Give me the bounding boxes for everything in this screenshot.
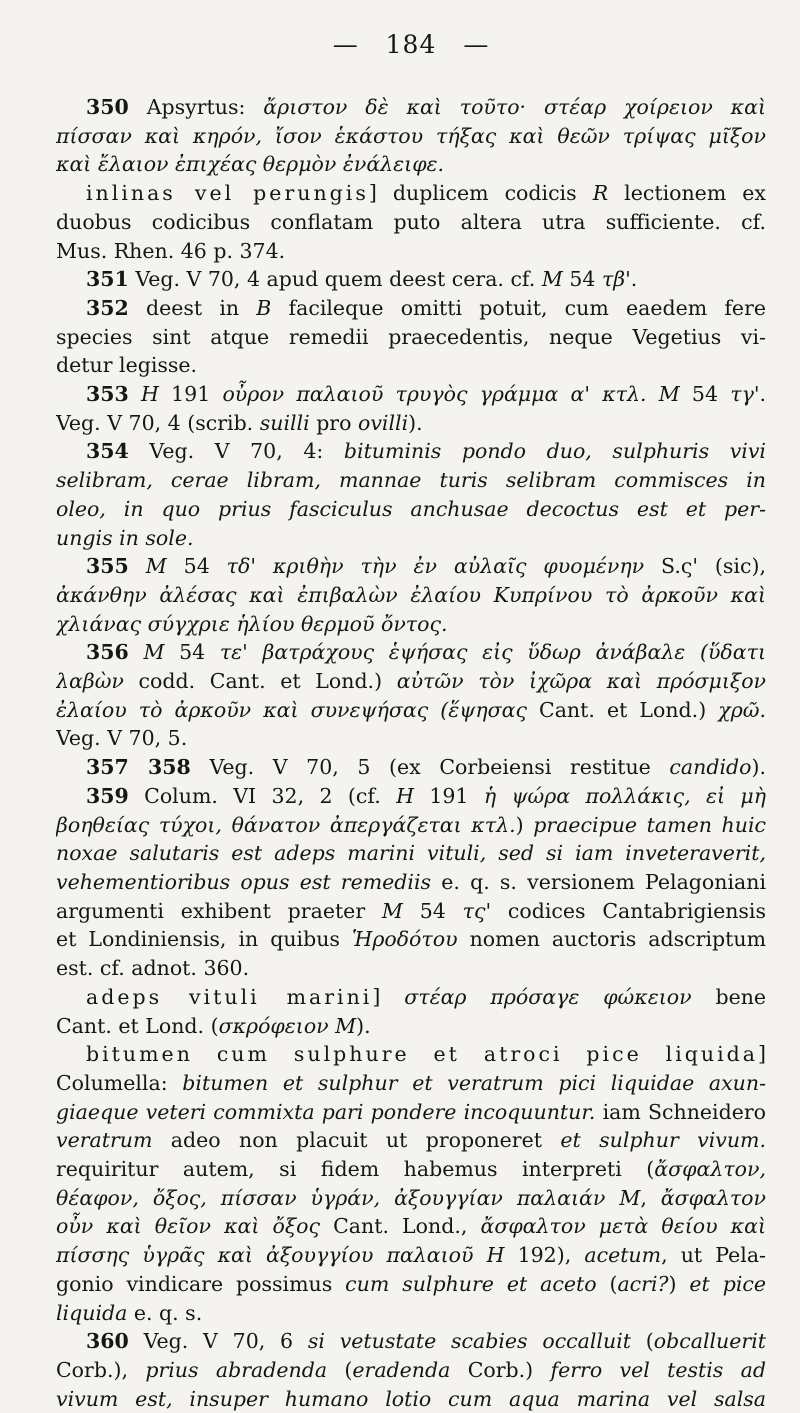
text-line: 359 Colum. VI 32, 2 (cf. H 191 ἡ ψώρα πολλάκις, εἰ μὴ <box>86 783 766 808</box>
commentary-text <box>56 93 766 1413</box>
text-line: detur legisse. <box>56 353 198 378</box>
text-line: est. cf. adnot. 360. <box>56 956 250 981</box>
text-line: Corb.), prius abradenda (eradenda Corb.) ferro vel testis ad <box>56 1357 766 1382</box>
text-line: 360 Veg. V 70, 6 si vetustate scabies occalluit (obcalluerit <box>86 1329 766 1354</box>
text-line: vehementioribus opus est remediis e. q. s. versionem Pelagoniani <box>56 869 766 894</box>
text-line: 352 deest in B facileque omitti potuit, cum eaedem fere <box>86 295 766 320</box>
text-line: πίσσαν καὶ κηρόν, ἴσον ἑκάστου τήξας καὶ θεῶν τρίψας μῖξον <box>56 123 766 148</box>
page-number: 184 <box>385 30 437 59</box>
text-line: veratrum adeo non placuit ut proponeret et sulphur vivum. <box>56 1128 766 1153</box>
text-line: Veg. V 70, 4 (scrib. suilli pro ovilli). <box>56 410 423 435</box>
text-line: gonio vindicare possimus cum sulphure et aceto (acri?) et pice <box>56 1271 766 1296</box>
text-line: 357 358 Veg. V 70, 5 (ex Corbeiensi restitue candido). <box>86 755 766 780</box>
text-line: χλιάνας σύγχριε ἡλίου θερμοῦ ὄντος. <box>56 611 448 636</box>
text-line: adeps vituli marini] στέαρ πρόσαγε φώκειον bene <box>86 984 766 1009</box>
text-line: giaeque veteri commixta pari pondere incoquuntur. iam Schneidero <box>56 1099 766 1124</box>
text-line: Columella: bitumen et sulphur et veratrum pici liquidae axun- <box>56 1070 766 1095</box>
text-line: duobus codicibus conflatam puto altera utra sufficiente. cf. <box>56 209 766 234</box>
text-line: 350 Apsyrtus: ἄριστον δὲ καὶ τοῦτο· στέαρ χοίρειον καὶ <box>86 95 766 119</box>
text-line: liquida e. q. s. <box>56 1300 203 1325</box>
text-line: ἐλαίου τὸ ἀρκοῦν καὶ συνεψήσας (ἕψησας Cant. et Lond.) χρῶ. <box>56 697 766 722</box>
text-line: 353 H 191 οὖρον παλαιοῦ τρυγὸς γράμμα α' κτλ. M 54 τγ'. <box>86 382 766 407</box>
text-line: οὖν καὶ θεῖον καὶ ὄξος Cant. Lond., ἄσφαλτον μετὰ θείου καὶ <box>56 1214 766 1239</box>
text-line: argumenti exhibent praeter M 54 τς' codices Cantabrigiensis <box>56 898 766 923</box>
text-line: 356 M 54 τε' βατράχους ἑψήσας εἰς ὕδωρ ἀνάβαλε (ὕδατι <box>86 640 766 665</box>
text-line: selibram, cerae libram, mannae turis selibram commisces in <box>56 468 766 493</box>
text-line: 351 Veg. V 70, 4 apud quem deest cera. cf. M 54 τβ'. <box>86 267 638 292</box>
text-line: vivum est, insuper humano lotio cum aqua marina vel salsa <box>56 1386 766 1411</box>
text-line: et Londiniensis, in quibus Ἡροδότου nomen auctoris adscriptum <box>56 927 766 952</box>
header-dash-right: — <box>463 30 490 59</box>
text-line: Veg. V 70, 5. <box>56 726 188 751</box>
text-line: 354 Veg. V 70, 4: bituminis pondo duo, sulphuris vivi <box>86 439 766 464</box>
text-line: λαβὼν codd. Cant. et Lond.) αὐτῶν τὸν ἰχῶρα καὶ πρόσμιξον <box>56 669 766 694</box>
text-line: noxae salutaris est adeps marini vituli, sed si iam inveteraverit, <box>56 841 766 866</box>
page-header <box>56 30 766 59</box>
header-dash-left: — <box>332 30 359 59</box>
text-line: ungis in sole. <box>56 525 194 550</box>
text-line: inlinas vel perungis] duplicem codicis R lectionem ex <box>86 181 766 206</box>
text-line: species sint atque remedii praecedentis, neque Vegetius vi- <box>56 324 766 349</box>
text-line: πίσσης ὑγρᾶς καὶ ἀξουγγίου παλαιοῦ H 192), acetum, ut Pela- <box>56 1243 766 1268</box>
text-line: oleo, in quo prius fasciculus anchusae decoctus est et per- <box>56 496 766 521</box>
text-line: βοηθείας τύχοι, θάνατον ἀπεργάζεται κτλ.) praecipue tamen huic <box>56 812 766 837</box>
text-line: bitumen cum sulphure et atroci pice liquida] <box>86 1042 766 1067</box>
text-line: ἀκάνθην ἀλέσας καὶ ἐπιβαλὼν ἐλαίου Κυπρίνου τὸ ἀρκοῦν καὶ <box>56 582 766 607</box>
text-line: Cant. et Lond. (σκρόφειον M). <box>56 1013 371 1038</box>
text-line: Mus. Rhen. 46 p. 374. <box>56 238 286 263</box>
text-line: 355 M 54 τδ' κριθὴν τὴν ἐν αὐλαῖς φυομένην S.ς' (sic), <box>86 554 766 579</box>
text-line: θέαφον, ὄξος, πίσσαν ὑγράν, ἀξουγγίαν παλαιάν M, ἄσφαλτον <box>56 1185 766 1210</box>
text-line: καὶ ἔλαιον ἐπιχέας θερμὸν ἐνάλειφε. <box>56 152 445 177</box>
text-line: requiritur autem, si fidem habemus interpreti (ἄσφαλτον, <box>56 1157 766 1182</box>
